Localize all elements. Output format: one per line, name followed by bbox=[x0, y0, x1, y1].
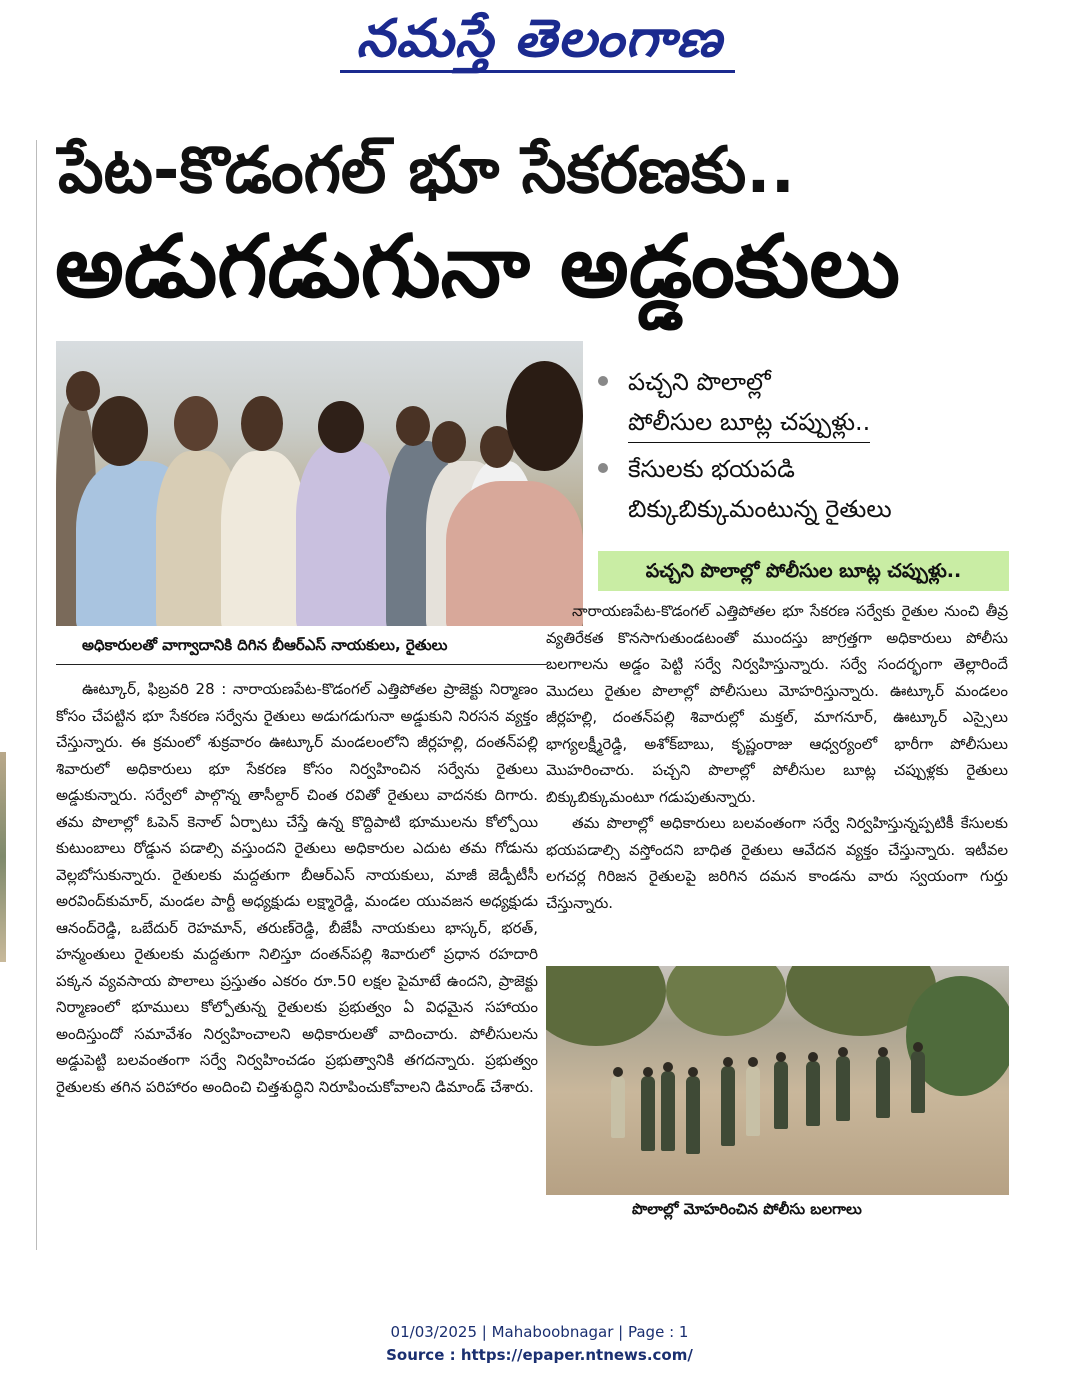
article-paragraph: ఊట్కూర్, ఫిబ్రవరి 28 : నారాయణపేట-కొడంగల్ ఎత్తిపోతల ప్రాజెక్టు నిర్మాణం కోసం చేపట్టిన భూ సేకరణ సర్వేను రైతులు అడుగడుగునా అడ్డుకుని నిరసన వ్యక్తం చేస్తున్నారు. ఈ క్రమంలో శుక్రవారం ఊట్కూర్ మండలంలోని జీర్లహల్లి, దంతన్‌పల్లి శివారులో అధికారులు భూ సేకరణ కోసం నిర్వహించిన సర్వేను రైతులు అడ్డుకున్నారు. సర్వేలో పాల్గొన్న తాసీల్దార్ చింత రవితో రైతులు వాదనకు దిగారు. తమ పొలాల్లో ఓపెన్ కెనాల్ ఏర్పాటు చేస్తే ఉన్న కొద్దిపాటి భూములను కోల్పోయి కుటుంబాలు రోడ్డున పడాల్సి వస్తుందని రైతులు అధికారుల ఎదుట తమ గోడును వెల్లబోసుకున్నారు. రైతులకు మద్దతుగా బీఆర్ఎస్ నాయకులు, మాజీ జెడ్పీటీసీ అరవింద్‌కుమార్, మండల పార్టీ అధ్యక్షుడు లక్ష్మారెడ్డి, మండల యువజన అధ్యక్షుడు ఆనంద్‌రెడ్డి, ఒబేదుర్ రెహమాన్, తరుణ్‌రెడ్డి, బీజేపీ నాయకులు భాస్కర్, భరత్, హన్మంతులు రైతులకు మద్దతుగా నిలిస్తూ దంతన్‌పల్లి శివారులో ప్రధాన రహదారి పక్కన వ్యవసాయ పొలాలు ప్రస్తుతం ఎకరం రూ.50 లక్షల పైమాటే ఉందని, ప్రాజెక్టు నిర్మాణంలో భూములు కోల్పోతున్న రైతులకు ప్రభుత్వం ఏ విధమైన సహాయం అందిస్తుందో సమావేశం నిర్వహించాలని అధికారులతో వాదించారు. పోలీసులను అడ్డుపెట్టి బలవంతంగా సర్వే నిర్వహించడం ప్రభుత్వానికి తగదన్నారు. ప్రభుత్వం రైతులకు తగిన పరిహారం అందించి చిత్తశుద్ధిని నిరూపించుకోవాలని డిమాండ్ చేశారు. bbox=[56, 680, 538, 1096]
police-forces-photo bbox=[546, 966, 1009, 1195]
bullet-item bbox=[598, 449, 1018, 529]
article-left-column bbox=[56, 676, 538, 1100]
headline-line-2: అడుగడుగునా అడ్డంకులు bbox=[55, 217, 901, 317]
article-paragraph: తమ పొలాల్లో అధికారులు బలవంతంగా సర్వే నిర్వహిస్తున్నప్పటికీ కేసులకు భయపడాల్సి వస్తోందని బాధిత రైతులు ఆవేదన వ్యక్తం చేస్తున్నారు. ఇటీవల లగచర్ల గిరిజన రైతులపై జరిగిన దమన కాండను వారు స్వయంగా గుర్తు చేస్తున్నారు. bbox=[546, 814, 1008, 912]
adjacent-article-photo-edge bbox=[0, 752, 6, 962]
highlight-bullets bbox=[598, 362, 1018, 535]
article-right-column bbox=[546, 598, 1008, 916]
edition-info: 01/03/2025 | Mahaboobnagar | Page : 1 bbox=[390, 1323, 689, 1341]
bullet-item bbox=[598, 362, 1018, 443]
logo-underline bbox=[340, 70, 735, 73]
masthead bbox=[0, 8, 1079, 78]
article-paragraph: నారాయణపేట-కొడంగల్ ఎత్తిపోతల భూ సేకరణ సర్వేకు రైతుల నుంచి తీవ్ర వ్యతిరేకత కొనసాగుతుండటంతో ముందస్తు జాగ్రత్తగా అధికారులు పోలీసు బలగాలను అడ్డం పెట్టి సర్వే నిర్వహిస్తున్నారు. సర్వే సందర్భంగా తెల్లారిందే మొదలు రైతుల పొలాల్లో పోలీసులు మోహరిస్తున్నారు. ఊట్కూర్ మండలం జీర్లహల్లి, దంతన్‌పల్లి శివారుల్లో మక్తల్, మాగనూర్, ఊట్కూర్ ఎస్సైలు భాగ్యలక్ష్మీరెడ్డి, అశోక్‌బాబు, కృష్ణంరాజు ఆధ్వర్యంలో భారీగా పోలీసులు మొహరించారు. పచ్చని పొలాల్లో పోలీసుల బూట్ల చప్పుళ్లకు రైతులు బిక్కుబిక్కుమంటూ గడుపుతున్నారు. bbox=[546, 602, 1008, 806]
bullet-text: బిక్కుబిక్కుమంటున్న రైతులు bbox=[628, 495, 892, 523]
bullet-text: కేసులకు భయపడి bbox=[628, 455, 795, 483]
headline-line-1: పేట-కొడంగల్ భూ సేకరణకు.. bbox=[58, 134, 795, 208]
photo2-caption: పొలాల్లో మోహరించిన పోలీసు బలగాలు bbox=[632, 1200, 862, 1218]
column-divider bbox=[36, 140, 37, 1250]
page-footer bbox=[0, 1321, 1079, 1367]
photo1-caption: అధికారులతో వాగ్వాదానికి దిగిన బీఆర్ఎస్ నాయకులు, రైతులు bbox=[82, 636, 448, 654]
farmers-officials-photo bbox=[56, 341, 583, 626]
bullet-dot-icon bbox=[598, 376, 608, 386]
source-link[interactable]: Source : https://epaper.ntnews.com/ bbox=[386, 1346, 693, 1364]
bullet-text: పచ్చని పొలాల్లో bbox=[628, 368, 771, 396]
subheading-box: పచ్చని పొలాల్లో పోలీసుల బూట్ల చప్పుళ్లు.. bbox=[598, 551, 1009, 591]
bullet-dot-icon bbox=[598, 463, 608, 473]
caption-rule bbox=[56, 664, 547, 665]
newspaper-logo: నమస్తే తెలంగాణ bbox=[356, 8, 723, 69]
bullet-text: పోలీసుల బూట్ల చప్పుళ్లు.. bbox=[628, 402, 870, 443]
